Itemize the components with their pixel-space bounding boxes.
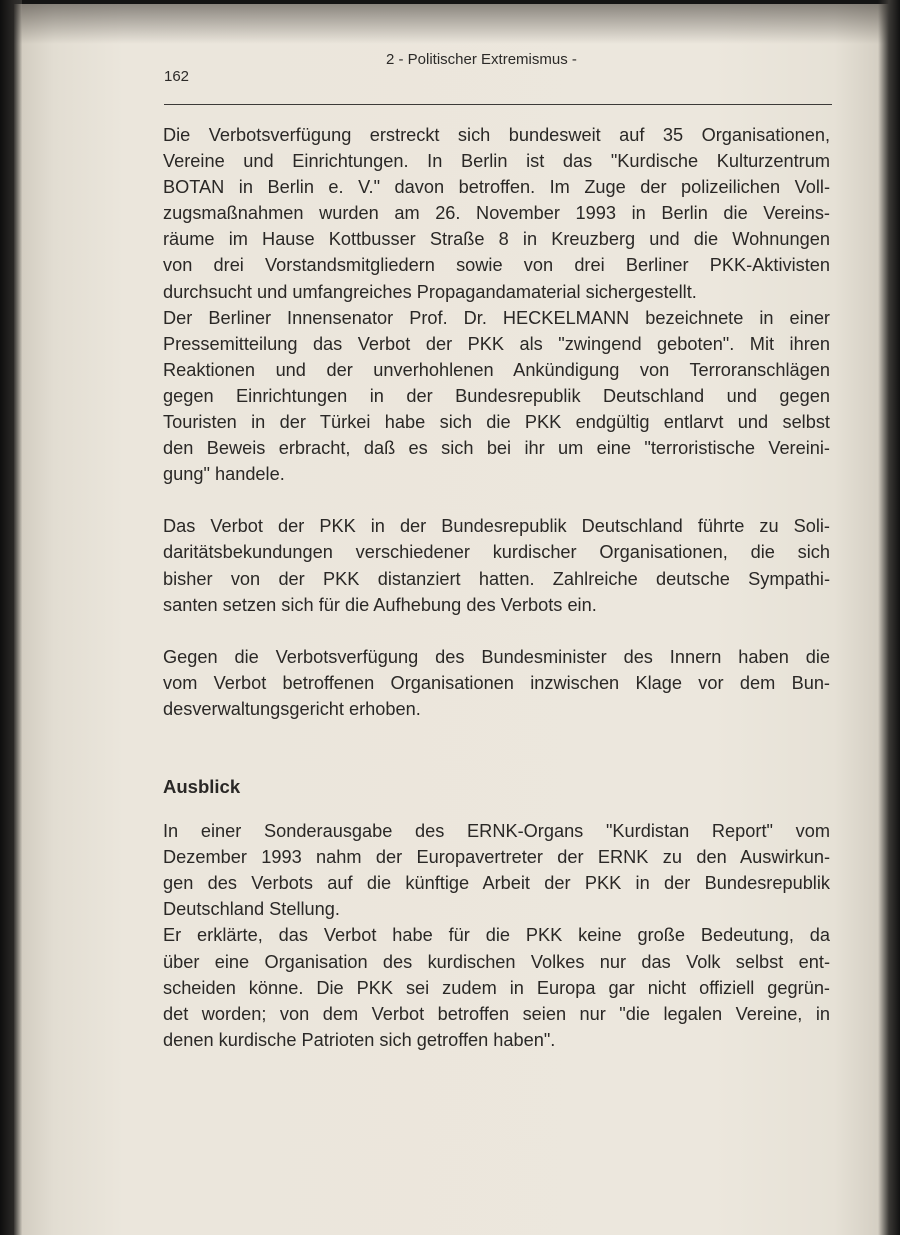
text-line: scheiden könne. Die PKK sei zudem in Europa gar nicht offiziell gegrün- <box>163 977 830 998</box>
paragraph-special-edition <box>163 818 830 922</box>
text-line: Touristen in der Türkei habe sich die PKK endgültig entlarvt und selbst <box>163 412 830 433</box>
paragraph-senator-statement <box>163 305 830 488</box>
paragraph-ban-order <box>163 122 830 305</box>
text-line: Vereine und Einrichtungen. In Berlin ist das "Kurdische Kulturzentrum <box>163 151 830 172</box>
paragraph-solidarity <box>163 513 830 617</box>
text-line: Pressemitteilung das Verbot der PKK als "zwingend geboten". Mit ihren <box>163 333 830 354</box>
text-line: den Beweis erbracht, daß es sich bei ihr um eine "terroristische Vereini- <box>163 438 830 459</box>
text-line: von drei Vorstandsmitgliedern sowie von drei Berliner PKK-Aktivisten <box>163 255 830 276</box>
text-line: gen des Verbots auf die künftige Arbeit der PKK in der Bundesrepublik <box>163 873 830 894</box>
text-line: Reaktionen und der unverhohlenen Ankündigung von Terroranschlägen <box>163 359 830 380</box>
text-line: det worden; von dem Verbot betroffen seien nur "die legalen Vereine, in <box>163 1003 830 1024</box>
book-gutter-left <box>0 0 22 1235</box>
text-line: Der Berliner Innensenator Prof. Dr. HECKELMANN bezeichnete in einer <box>163 307 830 328</box>
book-edge-right <box>878 0 900 1235</box>
text-line: räume im Hause Kottbusser Straße 8 in Kreuzberg und die Wohnungen <box>163 229 830 250</box>
text-line: desverwaltungsgericht erhoben. <box>163 698 421 719</box>
running-title: 2 - Politischer Extremismus - <box>386 51 577 68</box>
text-line: denen kurdische Patrioten sich getroffen haben". <box>163 1029 556 1050</box>
paragraph-declaration <box>163 922 830 1052</box>
body-text <box>163 122 830 1053</box>
top-shadow <box>14 4 898 44</box>
text-line: Er erklärte, das Verbot habe für die PKK keine große Bedeutung, da <box>163 925 830 946</box>
text-line: Gegen die Verbotsverfügung des Bundesminister des Innern haben die <box>163 646 830 667</box>
text-line: vom Verbot betroffenen Organisationen inzwischen Klage vor dem Bun- <box>163 672 830 693</box>
page-header <box>164 48 832 105</box>
text-line: santen setzen sich für die Aufhebung des Verbots ein. <box>163 594 597 615</box>
text-line: Das Verbot der PKK in der Bundesrepublik Deutschland führte zu Soli- <box>163 516 830 537</box>
text-line: durchsucht und umfangreiches Propagandamaterial sichergestellt. <box>163 281 697 302</box>
text-line: In einer Sonderausgabe des ERNK-Organs "Kurdistan Report" vom <box>163 821 830 842</box>
text-line: bisher von der PKK distanziert hatten. Zahlreiche deutsche Sympathi- <box>163 568 830 589</box>
paragraph-gap <box>163 618 830 644</box>
section-heading: Ausblick <box>163 775 241 797</box>
paragraph-lawsuit <box>163 644 830 722</box>
text-line: gegen Einrichtungen in der Bundesrepublik Deutschland und gegen <box>163 385 830 406</box>
text-line: daritätsbekundungen verschiedener kurdischer Organisationen, die sich <box>163 542 830 563</box>
text-line: zugsmaßnahmen wurden am 26. November 1993 in Berlin die Vereins- <box>163 203 830 224</box>
text-line: Deutschland Stellung. <box>163 899 340 920</box>
page-number: 162 <box>164 68 190 85</box>
text-line: Die Verbotsverfügung erstreckt sich bundesweit auf 35 Organisationen, <box>163 125 830 145</box>
text-line: über eine Organisation des kurdischen Volkes nur das Volk selbst ent- <box>163 951 830 972</box>
text-line: Dezember 1993 nahm der Europavertreter der ERNK zu den Auswirkun- <box>163 847 830 868</box>
text-line: gung" handele. <box>163 464 285 485</box>
text-line: BOTAN in Berlin e. V." davon betroffen. Im Zuge der polizeilichen Voll- <box>163 177 830 198</box>
paragraph-gap <box>163 487 830 513</box>
